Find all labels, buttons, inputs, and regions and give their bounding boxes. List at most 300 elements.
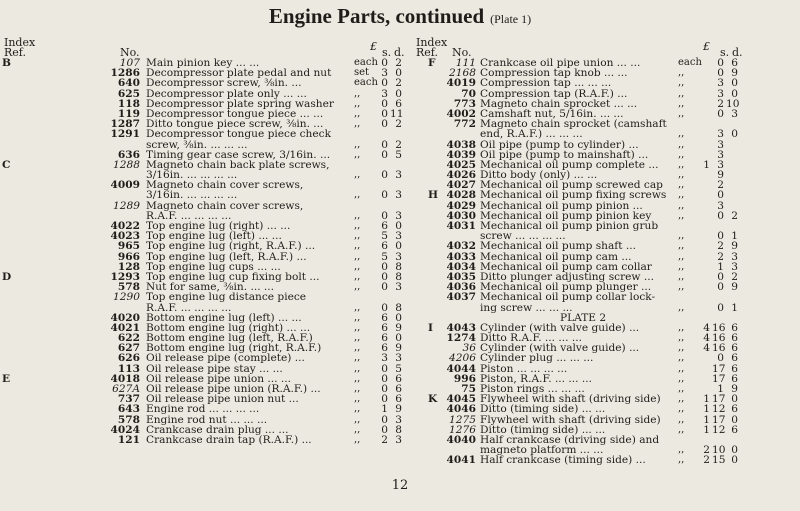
unit-label: ,, — [678, 454, 685, 466]
price-pence: 10 — [726, 97, 740, 110]
price-shillings: 0 — [381, 118, 388, 131]
part-description: ing screw ... ... ... — [480, 302, 573, 313]
unit-label: ,, — [354, 423, 361, 435]
part-description: Flywheel with shaft (driving side) — [480, 414, 661, 425]
price-pence: 3 — [731, 107, 738, 120]
unit-label: ,, — [678, 77, 685, 89]
price-pence: 6 — [395, 372, 402, 385]
price-pence: 0 — [395, 67, 402, 80]
price-shillings: 12 — [712, 403, 726, 416]
unit-label: ,, — [678, 393, 685, 405]
part-description: Bottom engine lug (left, R.A.F.) — [146, 333, 313, 344]
part-number: 737 — [117, 393, 140, 406]
price-shillings: 16 — [712, 342, 726, 355]
part-description: Top engine lug (right) ... ... — [146, 221, 291, 232]
part-number: 772 — [453, 118, 476, 131]
price-pence: 1 — [731, 230, 738, 243]
unit-label: each — [354, 57, 378, 68]
part-number: 578 — [117, 413, 140, 426]
part-number: 4043 — [446, 321, 476, 334]
unit-label: ,, — [354, 230, 361, 242]
part-description: Ditto plunger adjusting screw ... — [480, 271, 654, 283]
price-shillings: 3 — [717, 158, 724, 171]
part-description: Bottom engine lug (left) ... ... — [146, 312, 302, 323]
unit-label: ,, — [678, 107, 685, 119]
price-pounds: 1 — [703, 423, 710, 436]
part-row — [86, 292, 404, 302]
part-row — [416, 435, 800, 445]
part-number: 4041 — [446, 454, 476, 467]
part-row — [416, 303, 800, 313]
unit-label: ,, — [678, 158, 685, 170]
price-pence: 6 — [731, 362, 738, 375]
page-title — [0, 4, 800, 29]
unit-label: ,, — [354, 97, 361, 109]
price-shillings: 0 — [717, 270, 724, 283]
unit-label: ,, — [354, 332, 361, 344]
price-shillings: 0 — [381, 281, 388, 294]
price-pence: 6 — [731, 342, 738, 355]
part-description: Magneto chain cover screws, — [146, 180, 304, 191]
part-description: Mechanical oil pump shaft ... — [480, 241, 636, 252]
unit-label: ,, — [678, 230, 685, 242]
price-pence: 2 — [731, 270, 738, 283]
part-description: Mechanical oil pump fixing screws — [480, 190, 667, 201]
part-description: Decompressor tongue piece check — [146, 129, 332, 140]
right-column — [416, 38, 800, 466]
price-pence: 6 — [395, 97, 402, 110]
part-description: 3/16in. ... ... ... ... — [146, 190, 238, 201]
price-shillings: 0 — [381, 77, 388, 90]
price-shillings: 0 — [717, 189, 724, 202]
price-pence: 0 — [395, 240, 402, 253]
part-number: 4046 — [446, 403, 476, 416]
price-shillings: 1 — [717, 260, 724, 273]
price-shillings: 6 — [381, 342, 388, 355]
price-shillings: 6 — [381, 240, 388, 253]
header-no: No. — [120, 46, 140, 59]
unit-label: ,, — [354, 250, 361, 262]
part-description: Compression tap ... ... ... — [480, 78, 612, 89]
price-shillings: 17 — [712, 372, 726, 385]
price-shillings: 3 — [717, 199, 724, 212]
part-number: 4036 — [446, 281, 476, 294]
price-pence: 3 — [395, 169, 402, 182]
price-pence: 0 — [731, 128, 738, 141]
price-pence: 2 — [395, 77, 402, 90]
unit-label: ,, — [354, 107, 361, 119]
price-pence: 0 — [395, 220, 402, 232]
part-description: Decompressor plate spring washer — [146, 98, 334, 109]
part-description: Top engine lug cups ... ... — [146, 261, 281, 272]
part-number: 128 — [117, 260, 140, 273]
price-shillings: 6 — [381, 311, 388, 324]
unit-label: ,, — [678, 423, 685, 435]
part-number: 643 — [117, 403, 140, 416]
price-pounds: 1 — [703, 403, 710, 416]
part-description: Half crankcase (driving side) and — [480, 434, 660, 446]
unit-label: ,, — [354, 169, 361, 181]
part-number: 626 — [117, 352, 140, 365]
part-number: 636 — [117, 148, 140, 161]
price-pence: 9 — [395, 403, 402, 416]
part-number: 75 — [461, 383, 476, 395]
part-description: Decompressor tongue piece ... ... — [146, 108, 324, 120]
price-shillings: 3 — [381, 352, 388, 365]
price-shillings: 3 — [381, 87, 388, 100]
price-shillings: 0 — [381, 362, 388, 375]
part-number: 1275 — [449, 413, 476, 426]
part-number: 1276 — [449, 423, 476, 436]
part-description: Oil release pipe union ... ... — [146, 373, 291, 385]
header-ref: Ref. — [4, 46, 26, 59]
part-number: 627 — [117, 342, 140, 355]
header-s: s. — [382, 46, 392, 59]
price-shillings: 6 — [381, 332, 388, 345]
index-letter: B — [2, 57, 11, 69]
price-pence: 6 — [731, 352, 738, 365]
price-shillings: 0 — [381, 270, 388, 283]
price-pence: 6 — [731, 372, 738, 385]
price-pence: 5 — [395, 148, 402, 161]
price-pence: 3 — [395, 352, 402, 365]
part-number: 4018 — [110, 372, 140, 385]
price-shillings: 3 — [381, 67, 388, 80]
price-pence: 0 — [731, 444, 738, 457]
part-number: 107 — [119, 57, 140, 69]
price-pence: 0 — [731, 77, 738, 90]
part-row — [416, 119, 800, 129]
unit-label: ,, — [354, 383, 361, 394]
part-row — [416, 221, 800, 231]
price-shillings: 0 — [381, 383, 388, 395]
part-number: 578 — [117, 281, 140, 294]
part-description: R.A.F. ... ... ... ... — [146, 302, 232, 313]
part-number: 119 — [117, 107, 140, 120]
price-shillings: 0 — [381, 169, 388, 182]
part-number: 1291 — [110, 128, 140, 141]
price-shillings: 0 — [717, 107, 724, 120]
part-description: Top engine lug (left) ... ... — [146, 231, 282, 242]
price-shillings: 0 — [381, 148, 388, 161]
price-pence: 0 — [731, 393, 738, 406]
unit-label: ,, — [354, 352, 361, 364]
part-description: Mechanical oil pump collar lock- — [480, 292, 656, 303]
left-parts-list — [2, 57, 404, 446]
unit-label: ,, — [354, 87, 361, 99]
price-shillings: 0 — [381, 189, 388, 202]
part-number: 4020 — [110, 311, 140, 324]
part-number: 1274 — [446, 332, 476, 345]
part-number: 4021 — [110, 321, 140, 334]
index-letter: C — [2, 158, 11, 171]
part-description: Piston ... ... ... ... — [480, 363, 568, 374]
part-description: Mechanical oil pump cam ... — [480, 251, 632, 262]
unit-label: ,, — [354, 240, 361, 252]
price-pence: 3 — [731, 260, 738, 273]
part-description: Mechanical oil pump pinion ... — [480, 200, 643, 211]
unit-label: ,, — [354, 321, 361, 333]
part-description: Top engine lug cup fixing bolt ... — [146, 271, 320, 283]
unit-label: ,, — [354, 260, 361, 272]
unit-label: ,, — [354, 413, 361, 425]
unit-label: ,, — [678, 128, 685, 140]
price-shillings: 3 — [717, 77, 724, 90]
price-pence: 6 — [731, 57, 738, 69]
part-description: Magneto chain back plate screws, — [146, 159, 330, 171]
price-shillings: 3 — [717, 128, 724, 141]
price-pence: 9 — [395, 321, 402, 334]
part-number: 996 — [453, 372, 476, 385]
part-description: Ditto body (only) ... ... — [480, 170, 598, 181]
part-description: Mechanical oil pump complete ... — [480, 159, 659, 171]
price-shillings: 3 — [717, 87, 724, 100]
part-description: R.A.F. ... ... ... ... — [146, 210, 232, 222]
header-no: No. — [452, 46, 472, 59]
unit-label: ,, — [354, 342, 361, 354]
price-pence: 2 — [395, 138, 402, 151]
part-number: 4025 — [446, 158, 476, 171]
index-letter: H — [428, 189, 439, 202]
price-shillings: 0 — [381, 57, 388, 69]
part-description: Decompressor screw, ⅜in. ... — [146, 78, 302, 89]
price-pounds: 4 — [703, 332, 710, 345]
part-number: 640 — [117, 77, 140, 90]
price-shillings: 2 — [381, 433, 388, 446]
part-number: 622 — [117, 332, 140, 345]
unit-label: ,, — [354, 372, 361, 384]
part-number: 1286 — [110, 67, 140, 80]
unit-label: ,, — [678, 138, 685, 150]
part-description: Top engine lug (right, R.A.F.) ... — [146, 241, 316, 252]
part-description: Mechanical oil pump screwed cap — [480, 180, 663, 191]
unit-label: ,, — [354, 138, 361, 150]
part-description: Crankcase oil pipe union ... ... — [480, 58, 641, 69]
part-number: 4029 — [446, 199, 476, 212]
part-number: 4009 — [110, 179, 140, 192]
price-pounds: 1 — [703, 413, 710, 426]
part-number: 966 — [117, 250, 140, 263]
header-s: s. — [720, 46, 730, 59]
part-description: Mechanical oil pump pinion key — [480, 210, 652, 222]
price-pence: 6 — [731, 332, 738, 345]
part-number: 627A — [112, 383, 140, 395]
unit-label: ,, — [678, 342, 685, 354]
part-number: 4002 — [446, 107, 476, 120]
part-number: 4026 — [446, 169, 476, 182]
plate-label: (Plate 1) — [490, 12, 532, 26]
part-description: Main pinion key ... ... — [146, 58, 260, 69]
unit-label: ,, — [354, 209, 361, 221]
price-shillings: 5 — [381, 250, 388, 263]
part-number: 4206 — [449, 352, 476, 365]
price-pence: 3 — [395, 209, 402, 222]
price-pence: 0 — [395, 87, 402, 100]
page-number: 12 — [391, 478, 409, 493]
part-number: 4028 — [446, 189, 476, 202]
price-pence: 9 — [395, 342, 402, 355]
part-description: screw, ⅜in. ... ... ... — [146, 139, 248, 150]
unit-label: ,, — [678, 148, 685, 160]
right-column-header — [416, 38, 800, 58]
part-number: 2168 — [449, 67, 476, 80]
price-shillings: 17 — [712, 413, 726, 426]
part-description: Decompressor plate pedal and nut — [146, 68, 332, 79]
unit-label: ,, — [678, 189, 685, 201]
price-pence: 8 — [395, 301, 402, 314]
unit-label: ,, — [678, 250, 685, 262]
header-index: Index — [416, 36, 448, 49]
part-description: Top engine lug distance piece — [146, 292, 307, 303]
index-letter: K — [428, 393, 438, 406]
part-description: screw ... ... ... ... — [480, 231, 566, 242]
price-shillings: 1 — [717, 383, 724, 395]
unit-label: ,, — [678, 67, 685, 79]
price-pence: 0 — [395, 311, 402, 324]
part-description: Camshaft nut, 5/16in. ... ... — [480, 108, 624, 120]
price-shillings: 0 — [381, 301, 388, 314]
part-number: 4034 — [446, 260, 476, 273]
price-shillings: 5 — [381, 230, 388, 243]
price-pence: 9 — [731, 281, 738, 294]
part-number: 4044 — [446, 362, 476, 375]
unit-label: ,, — [354, 189, 361, 201]
price-pence: 6 — [731, 403, 738, 416]
price-shillings: 16 — [712, 321, 726, 334]
part-number: 4023 — [110, 230, 140, 243]
price-pence: 2 — [731, 209, 738, 222]
price-shillings: 0 — [381, 413, 388, 426]
price-pence: 3 — [395, 281, 402, 294]
part-description: Compression tap knob ... ... — [480, 68, 628, 79]
unit-label: ,, — [678, 281, 685, 293]
price-shillings: 17 — [712, 362, 726, 375]
unit-label: ,, — [678, 270, 685, 282]
part-row — [86, 129, 404, 139]
unit-label: each — [354, 77, 378, 89]
part-number: 4037 — [446, 291, 476, 304]
part-description: Crankcase drain plug ... ... — [146, 424, 289, 435]
price-shillings: 2 — [717, 250, 724, 263]
price-shillings: 0 — [717, 352, 724, 365]
price-shillings: 0 — [717, 67, 724, 80]
left-column-header — [4, 36, 405, 59]
index-letter: E — [2, 372, 11, 385]
price-pounds: 4 — [703, 321, 710, 334]
unit-label: ,, — [678, 413, 685, 425]
price-shillings: 15 — [712, 454, 726, 467]
price-pence: 6 — [731, 423, 738, 436]
part-description: Oil release pipe (complete) ... — [146, 353, 305, 364]
unit-label: ,, — [678, 179, 685, 191]
unit-label: ,, — [678, 321, 685, 333]
price-pence: 2 — [395, 57, 402, 69]
price-shillings: 12 — [712, 423, 726, 436]
price-shillings: 16 — [712, 332, 726, 345]
part-number: 4031 — [446, 220, 476, 232]
header-pound: £ — [703, 40, 710, 53]
part-number: 118 — [117, 97, 140, 110]
part-number: 4022 — [110, 220, 140, 232]
price-pence: 0 — [731, 87, 738, 100]
part-number: 70 — [461, 87, 476, 100]
part-description: Cylinder plug ... ... ... — [480, 353, 594, 364]
part-number: 4035 — [446, 270, 476, 283]
unit-label: ,, — [354, 433, 361, 445]
part-description: Ditto R.A.F. ... ... ... — [480, 333, 582, 344]
price-shillings: 0 — [381, 260, 388, 273]
part-description: Cylinder (with valve guide) ... — [480, 322, 640, 334]
price-pence: 9 — [731, 67, 738, 80]
part-number: 1288 — [113, 158, 140, 171]
part-row — [416, 129, 800, 139]
part-description: Half crankcase (timing side) ... — [480, 455, 646, 466]
price-shillings: 0 — [381, 138, 388, 151]
price-pence: 6 — [395, 383, 402, 395]
unit-label: ,, — [678, 199, 685, 211]
part-description: Mechanical oil pump pinion grub — [480, 221, 659, 232]
unit-label: ,, — [354, 270, 361, 282]
price-pence: 0 — [395, 332, 402, 345]
price-shillings: 2 — [717, 97, 724, 110]
price-shillings: 6 — [381, 321, 388, 334]
price-shillings: 0 — [717, 281, 724, 294]
right-parts-list — [416, 58, 800, 466]
part-description: Oil pipe (pump to mainshaft) ... — [480, 149, 649, 160]
index-letter: D — [2, 270, 12, 283]
price-shillings: 0 — [717, 209, 724, 222]
unit-label: ,, — [678, 332, 685, 344]
part-number: 965 — [117, 240, 140, 253]
part-description: Magneto chain sprocket (camshaft — [480, 119, 667, 130]
price-pounds: 4 — [703, 342, 710, 355]
unit-label: ,, — [678, 260, 685, 272]
part-number: 4027 — [446, 179, 476, 192]
part-description: Piston rings ... ... ... — [480, 384, 585, 395]
price-shillings: 0 — [381, 423, 388, 436]
part-description: Top engine lug (left, R.A.F.) ... — [146, 251, 307, 262]
part-description: Magneto chain cover screws, — [146, 200, 304, 211]
price-pence: 6 — [731, 321, 738, 334]
price-pence: 0 — [731, 454, 738, 467]
part-description: Ditto (timing side) ... ... — [480, 424, 606, 435]
left-column — [2, 36, 405, 446]
price-shillings: 2 — [717, 179, 724, 192]
unit-label: ,, — [354, 403, 361, 415]
header-d: d. — [732, 46, 743, 59]
unit-label: ,, — [678, 362, 685, 374]
price-pence: 0 — [731, 413, 738, 426]
part-row — [416, 455, 800, 465]
unit-label: each — [678, 57, 702, 68]
price-shillings: 3 — [717, 148, 724, 161]
price-pence: 3 — [731, 250, 738, 263]
part-description: Piston, R.A.F. ... ... ... — [480, 373, 592, 385]
part-description: Cylinder (with valve guide) ... — [480, 343, 640, 354]
unit-label: ,, — [354, 220, 361, 231]
part-description: Oil release pipe union nut ... — [146, 394, 299, 405]
unit-label: ,, — [678, 87, 685, 99]
price-pence: 3 — [395, 189, 402, 202]
part-number: 625 — [117, 87, 140, 100]
price-pence: 8 — [395, 423, 402, 436]
price-shillings: 0 — [381, 372, 388, 385]
price-pence: 8 — [395, 260, 402, 273]
unit-label: ,, — [354, 301, 361, 313]
price-shillings: 0 — [381, 107, 388, 120]
price-shillings: 17 — [712, 393, 726, 406]
page-title-text: Engine Parts, continued — [268, 4, 485, 28]
